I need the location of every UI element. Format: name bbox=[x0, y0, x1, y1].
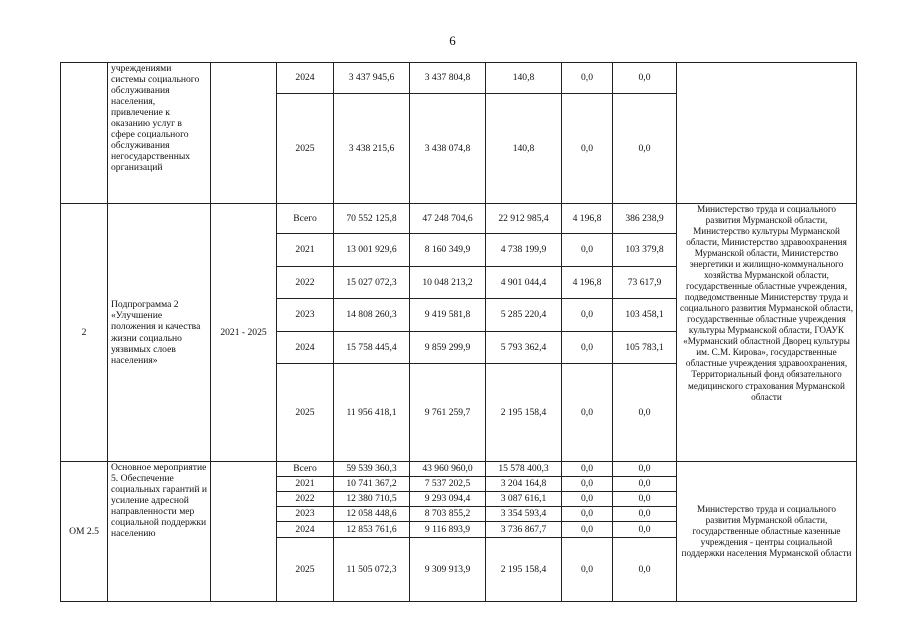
other-cell: 386 238,9 bbox=[613, 204, 677, 234]
federal-cell: 2 195 158,4 bbox=[486, 538, 562, 602]
regional-cell: 8 703 855,2 bbox=[410, 507, 486, 522]
other-cell: 0,0 bbox=[613, 492, 677, 507]
local-cell: 0,0 bbox=[562, 507, 613, 522]
total-cell: 3 438 215,6 bbox=[334, 94, 410, 204]
measure-description: учреждениями системы социального обслуживания населения, привлечение к оказанию услуг в сфере социального обслуживания негосударственных организаций bbox=[108, 63, 211, 204]
executors-cell: Министерство труда и социального развития Мурманской области, Министерство культуры Мурманской области, Министерство здравоохранения Мурманской области, Министерство энергетики и жилищно-коммунального хозяйства Мурманской области, государственные областные учреждения, подведомственные Министерству труда и социального развития Мурманской области, государственные областные учреждения культуры Мурманской области, ГОАУК «Мурманский областной Дворец культуры им. С.М. Кирова», государственные областные учреждения здравоохранения, Территориальный фонд обязательного медицинского страхования Мурманской области bbox=[677, 204, 857, 462]
federal-cell: 3 204 164,8 bbox=[486, 477, 562, 492]
regional-cell: 47 248 704,6 bbox=[410, 204, 486, 234]
table-row bbox=[61, 63, 857, 94]
total-cell: 3 437 945,6 bbox=[334, 63, 410, 94]
local-cell: 4 196,8 bbox=[562, 204, 613, 234]
other-cell: 0,0 bbox=[613, 364, 677, 462]
year-cell: 2025 bbox=[277, 364, 334, 462]
local-cell: 0,0 bbox=[562, 63, 613, 94]
regional-cell: 9 761 259,7 bbox=[410, 364, 486, 462]
total-cell: 15 027 072,3 bbox=[334, 267, 410, 299]
total-cell: 12 380 710,5 bbox=[334, 492, 410, 507]
federal-cell: 5 793 362,4 bbox=[486, 332, 562, 364]
regional-cell: 10 048 213,2 bbox=[410, 267, 486, 299]
year-cell: 2021 bbox=[277, 477, 334, 492]
total-cell: 11 956 418,1 bbox=[334, 364, 410, 462]
page-number: 6 bbox=[449, 33, 456, 48]
year-cell: 2022 bbox=[277, 492, 334, 507]
federal-cell: 15 578 400,3 bbox=[486, 462, 562, 477]
regional-cell: 9 116 893,9 bbox=[410, 522, 486, 538]
total-cell: 12 853 761,6 bbox=[334, 522, 410, 538]
federal-cell: 2 195 158,4 bbox=[486, 364, 562, 462]
federal-cell: 3 736 867,7 bbox=[486, 522, 562, 538]
federal-cell: 22 912 985,4 bbox=[486, 204, 562, 234]
total-cell: 13 001 929,6 bbox=[334, 234, 410, 267]
year-cell: 2022 bbox=[277, 267, 334, 299]
local-cell: 0,0 bbox=[562, 94, 613, 204]
year-cell: Всего bbox=[277, 462, 334, 477]
other-cell: 0,0 bbox=[613, 507, 677, 522]
measure-name: Основное мероприятие 5. Обеспечение социальных гарантий и усиление адресной направленности мер социальной поддержки населению bbox=[108, 462, 211, 602]
other-cell: 0,0 bbox=[613, 522, 677, 538]
regional-cell: 9 293 094,4 bbox=[410, 492, 486, 507]
local-cell: 0,0 bbox=[562, 477, 613, 492]
local-cell: 0,0 bbox=[562, 332, 613, 364]
federal-cell: 140,8 bbox=[486, 94, 562, 204]
total-cell: 15 758 445,4 bbox=[334, 332, 410, 364]
regional-cell: 8 160 349,9 bbox=[410, 234, 486, 267]
total-cell: 70 552 125,8 bbox=[334, 204, 410, 234]
year-cell: 2021 bbox=[277, 234, 334, 267]
row-number-cell: 2 bbox=[61, 204, 108, 462]
regional-cell: 9 309 913,9 bbox=[410, 538, 486, 602]
local-cell: 0,0 bbox=[562, 492, 613, 507]
federal-cell: 140,8 bbox=[486, 63, 562, 94]
local-cell: 0,0 bbox=[562, 462, 613, 477]
total-cell: 14 808 260,3 bbox=[334, 299, 410, 332]
year-cell: 2023 bbox=[277, 299, 334, 332]
other-cell: 0,0 bbox=[613, 462, 677, 477]
regional-cell: 43 960 960,0 bbox=[410, 462, 486, 477]
local-cell: 0,0 bbox=[562, 299, 613, 332]
regional-cell: 9 419 581,8 bbox=[410, 299, 486, 332]
executors-cell: Министерство труда и социального развития Мурманской области, государственные областные казенные учреждения - центры социальной поддержки населения Мурманской области bbox=[677, 462, 857, 602]
budget-table bbox=[60, 62, 857, 602]
local-cell: 0,0 bbox=[562, 234, 613, 267]
local-cell: 0,0 bbox=[562, 538, 613, 602]
year-cell: 2024 bbox=[277, 63, 334, 94]
local-cell: 4 196,8 bbox=[562, 267, 613, 299]
total-cell: 59 539 360,3 bbox=[334, 462, 410, 477]
total-cell: 11 505 072,3 bbox=[334, 538, 410, 602]
year-cell: 2025 bbox=[277, 94, 334, 204]
other-cell: 0,0 bbox=[613, 538, 677, 602]
federal-cell: 3 354 593,4 bbox=[486, 507, 562, 522]
other-cell: 105 783,1 bbox=[613, 332, 677, 364]
row-number-cell: ОМ 2.5 bbox=[61, 462, 108, 602]
other-cell: 73 617,9 bbox=[613, 267, 677, 299]
local-cell: 0,0 bbox=[562, 522, 613, 538]
other-cell: 103 458,1 bbox=[613, 299, 677, 332]
year-cell: Всего bbox=[277, 204, 334, 234]
period-cell bbox=[211, 63, 277, 204]
year-cell: 2025 bbox=[277, 538, 334, 602]
regional-cell: 7 537 202,5 bbox=[410, 477, 486, 492]
year-cell: 2024 bbox=[277, 332, 334, 364]
executors-cell bbox=[677, 63, 857, 204]
table-row bbox=[61, 462, 857, 477]
other-cell: 0,0 bbox=[613, 94, 677, 204]
total-cell: 12 058 448,6 bbox=[334, 507, 410, 522]
other-cell: 0,0 bbox=[613, 477, 677, 492]
federal-cell: 3 087 616,1 bbox=[486, 492, 562, 507]
year-cell: 2023 bbox=[277, 507, 334, 522]
federal-cell: 5 285 220,4 bbox=[486, 299, 562, 332]
regional-cell: 3 437 804,8 bbox=[410, 63, 486, 94]
table-row bbox=[61, 204, 857, 234]
other-cell: 103 379,8 bbox=[613, 234, 677, 267]
period-cell bbox=[211, 462, 277, 602]
other-cell: 0,0 bbox=[613, 63, 677, 94]
regional-cell: 3 438 074,8 bbox=[410, 94, 486, 204]
row-number-cell bbox=[61, 63, 108, 204]
federal-cell: 4 738 199,9 bbox=[486, 234, 562, 267]
federal-cell: 4 901 044,4 bbox=[486, 267, 562, 299]
total-cell: 10 741 367,2 bbox=[334, 477, 410, 492]
subprogram-name: Подпрограмма 2 «Улучшение положения и качества жизни социально уязвимых слоев населения» bbox=[108, 204, 211, 462]
period-cell: 2021 - 2025 bbox=[211, 204, 277, 462]
local-cell: 0,0 bbox=[562, 364, 613, 462]
regional-cell: 9 859 299,9 bbox=[410, 332, 486, 364]
year-cell: 2024 bbox=[277, 522, 334, 538]
